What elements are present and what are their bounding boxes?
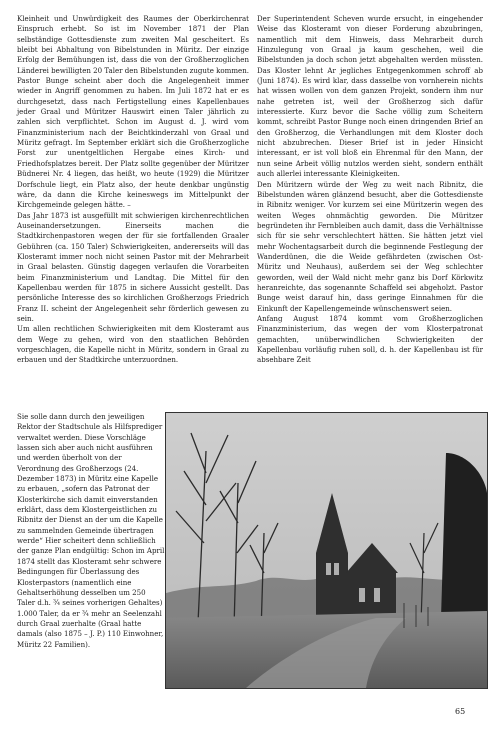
church-photo — [165, 412, 488, 689]
bleed-through-text — [0, 716, 500, 730]
left-column — [17, 14, 249, 366]
page-number: 65 — [455, 707, 466, 716]
right-column — [257, 14, 483, 366]
wrapped-text-block — [17, 412, 165, 650]
right-paragraph-3: Anfang August 1874 kommt vom Großherzoglichen Finanzministerium, das wegen der vom Klosterpatronat gemachten, unüberwindlichen Schwierigkeiten der Kapellenbau vorläufig ruhen soll, d. h. der Kapellenbau ist für absehbare Zeit — [257, 313, 483, 365]
left-paragraph-1: Kleinheit und Unwürdigkeit des Raumes der Oberkirchenrat Einspruch erhebt. So ist im November 1871 der Plan selbständige Gottesdienste zum zweiten Mal gescheitert. Es bleibt bei Abhaltung von Bibelstunden in Müritz. Der einzige Erfolg der Bemühungen ist, dass die von der Großherzoglichen Länderei bewilligten 20 Taler den Bibelstunden zugute kommen. Pastor Bunge scheint aber doch die Angelegenheit immer wieder in Angriff genommen zu haben. Im Juli 1872 hat er es durchgesetzt, dass nach Fertigstellung eines Kapellenbaues jeder Graal und Müritzer Hauswirt einen Taler jährlich zu zahlen sich verpflichtet. Schon im August d. J. wird vom Finanzministerium nach der Beichtkinderzahl von Graal und Müritz gefragt. Im September erklärt sich die Großherzogliche Forst zur unentgeltlichen Hergabe eines Kirch- und Friedhofsplatzes bereit. Der Platz sollte gegenüber der Müritzer Büdnerei Nr. 4 liegen, das heißt, wo heute (1929) die Müritzer Dorfschule liegt, ein Platz also, der heute denkbar ungünstig wäre, da dann die Kirche keineswegs im Mittelpunkt der Kirchgemeinde gelegen hätte. – — [17, 14, 249, 210]
left-paragraph-3: Um allen rechtlichen Schwierigkeiten mit dem Klosteramt aus dem Wege zu gehen, wird von den staatlichen Behörden vorgeschlagen, die Kapelle nicht in Müritz, sondern in Graal zu erbauen und der Stadtkirche unterzuordnen. — [17, 324, 249, 365]
right-paragraph-2: Den Müritzern würde der Weg zu weit nach Ribnitz, die Bibelstunden wären glänzend besucht, aber die Gottesdienste in Ribnitz weniger. Vor kurzem sei eine Müritzerin wegen des weiten Weges ohnmächtig geworden. Die Müritzer begründeten ihr Fernbleiben auch damit, dass die Verhältnisse sich für sie sehr verschlechtert hätten. Sie hätten jetzt viel mehr Wochentagsarbeit durch die beginnende Festlegung der Wanderdünen, die die Weide gefährdeten (zwischen Ost-Müritz und Neuhaus), außerdem sei der Weg schlechter geworden, weil der Wald nicht mehr ganz bis Dorf Körkwitz heranreichte, das sogenannte Schaffeld sei abgeholzt. Pastor Bunge weist darauf hin, dass geringe Einnahmen für die Einkunft der Kapellengemeinde wünschenswert seien. — [257, 179, 483, 313]
right-paragraph-1: Der Superintendent Scheven wurde ersucht, in eingehender Weise das Klosteramt von dieser Forderung abzubringen, namentlich mit dem Hinweis, dass Mehrarbeit durch Hinzulegung von Graal ja kaum geschehen, weil die Bibelstunden ja doch schon jetzt abgehalten werden müssten. Das Kloster lehnt Ar jegliches Entgegenkommen schroff ab (Juni 1874). Es wird klar, dass dasselbe von vornherein nichts hat wissen wollen von dem ganzen Projekt, sondern ihm nur nahe getreten ist, weil der Großherzog sich dafür interessierte. Kurz bevor die Sache völlig zum Scheitern kommt, schreibt Pastor Bunge noch einen dringenden Brief an den Großherzog, die Verhandlungen mit dem Kloster doch nicht abzubrechen. Dieser Brief ist in jeder Hinsicht interessant, er ist voll bloß ein Ehrenmal für den Mann, der nun seine Arbeit völlig nutzlos werden sieht, sondern enthält auch allerlei interessante Kleinigkeiten. — [257, 14, 483, 179]
church-photo-svg — [166, 413, 487, 688]
left-paragraph-2: Das Jahr 1873 ist ausgefüllt mit schwierigen kirchenrechtlichen Auseinandersetzungen. Einerseits machen die Stadtkirchenpastoren wegen der für sie fortfallenden Graaler Gebühren (ca. 150 Taler) Schwierigkeiten, andererseits will das Klosteramt immer noch nicht seinen Pastor mit der Mehrarbeit in Graal belasten. Günstig dagegen verlaufen die Vorarbeiten beim Finanzministerium und Landtag. Die Mittel für den Kapellenbau werden für 1875 in sichere Aussicht gestellt. Das persönliche Interesse des so kirchlichen Großherzogs Friedrich Franz II. scheint der Angelegenheit sehr förderlich gewesen zu sein. — [17, 210, 249, 323]
wrapped-paragraph: Sie solle dann durch den jeweiligen Rektor der Stadtschule als Hilfsprediger verwaltet werden. Diese Vorschläge lassen sich aber auch nicht ausführen und werden überholt von der Verordnung des Großherzogs (24. Dezember 1873) in Müritz eine Kapelle zu erbauen, „sofern das Patronat der Klosterkirche sich damit einverstanden erklärt, dass dem Klostergeistlichen zu Ribnitz der Dienst an der um die Kapelle zu sammelnden Gemeinde übertragen werde“ Hier scheitert denn schließlich der ganze Plan endgültig: Schon im April 1874 stellt das Klosteramt sehr schwere Bedingungen für Überlassung des Klosterpastors (namentlich eine Gehaltserhöhung desselben um 250 Taler d.h. ¾ seines vorherigen Gehaltes) 1.000 Taler, da er ¾ mehr an Seelenzahl durch Graal zuerhalte (Graal hatte damals (also 1875 – J. P.) 110 Einwohner, Müritz 22 Familien). — [17, 412, 165, 649]
